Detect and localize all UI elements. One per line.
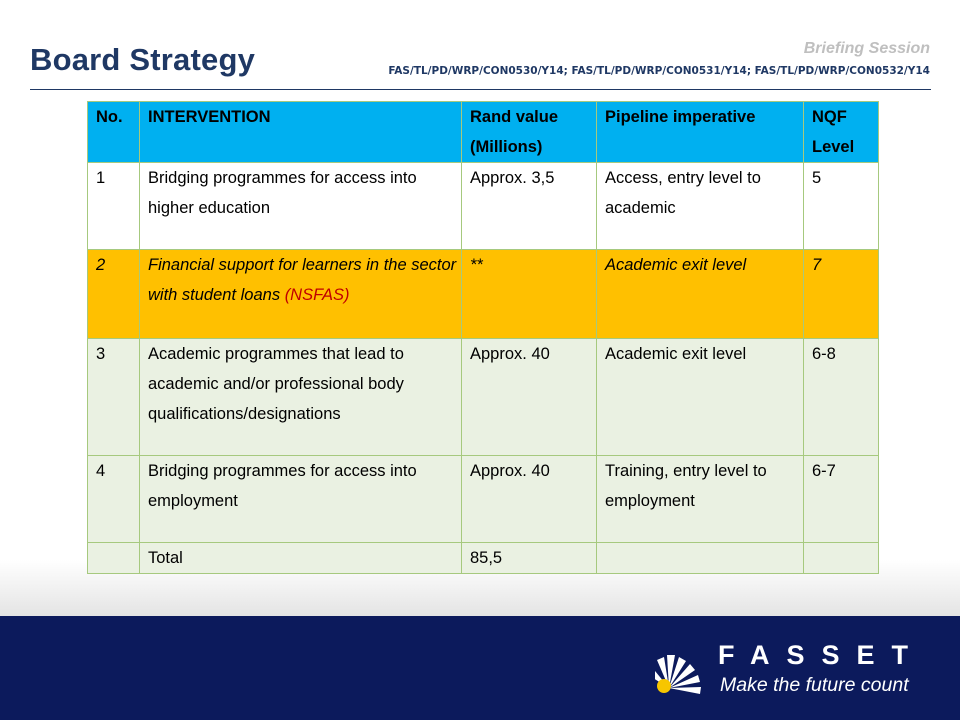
header-rand-value: Rand value (Millions)	[462, 102, 597, 163]
intervention-text: Financial support for learners in the sector with student loans	[148, 256, 457, 304]
header-intervention: INTERVENTION	[140, 102, 462, 163]
cell-nqf: 6-7	[804, 456, 879, 543]
cell-pipeline: Access, entry level to academic	[597, 163, 804, 250]
cell-pipeline	[597, 543, 804, 574]
cell-pipeline: Academic exit level	[597, 250, 804, 339]
cell-pipeline: Training, entry level to employment	[597, 456, 804, 543]
cell-value: Approx. 40	[462, 339, 597, 456]
cell-nqf	[804, 543, 879, 574]
cell-no: 3	[88, 339, 140, 456]
table-row	[88, 163, 879, 250]
cell-no: 1	[88, 163, 140, 250]
briefing-label: Briefing Session	[803, 40, 930, 57]
brand-tagline: Make the future count	[720, 674, 909, 696]
cell-nqf: 7	[804, 250, 879, 339]
cell-no	[88, 543, 140, 574]
table-row	[88, 339, 879, 456]
total-value: 85,5	[462, 543, 597, 574]
cell-intervention	[140, 250, 462, 339]
header-pipeline: Pipeline imperative	[597, 102, 804, 163]
page-title: Board Strategy	[30, 42, 256, 77]
header-nqf: NQF Level	[804, 102, 879, 163]
header-divider	[30, 89, 931, 90]
cell-nqf: 5	[804, 163, 879, 250]
fasset-sunburst-icon	[655, 642, 707, 694]
cell-intervention: Academic programmes that lead to academic and/or professional body qualifications/designations	[140, 339, 462, 456]
table-row	[88, 250, 879, 339]
cell-no: 2	[88, 250, 140, 339]
table-total-row	[88, 543, 879, 574]
cell-value: Approx. 40	[462, 456, 597, 543]
total-label: Total	[140, 543, 462, 574]
brand-name: FASSET	[718, 640, 926, 670]
cell-intervention: Bridging programmes for access into higher education	[140, 163, 462, 250]
cell-value: **	[462, 250, 597, 339]
header-no: No.	[88, 102, 140, 163]
cell-no: 4	[88, 456, 140, 543]
cell-nqf: 6-8	[804, 339, 879, 456]
strategy-table	[87, 101, 879, 574]
table-header-row	[88, 102, 879, 163]
table-row	[88, 456, 879, 543]
reference-codes: FAS/TL/PD/WRP/CON0530/Y14; FAS/TL/PD/WRP/CON0531/Y14; FAS/TL/PD/WRP/CON0532/Y14	[388, 65, 930, 77]
cell-pipeline: Academic exit level	[597, 339, 804, 456]
cell-value: Approx. 3,5	[462, 163, 597, 250]
cell-intervention: Bridging programmes for access into employment	[140, 456, 462, 543]
intervention-note: (NSFAS)	[284, 286, 350, 304]
